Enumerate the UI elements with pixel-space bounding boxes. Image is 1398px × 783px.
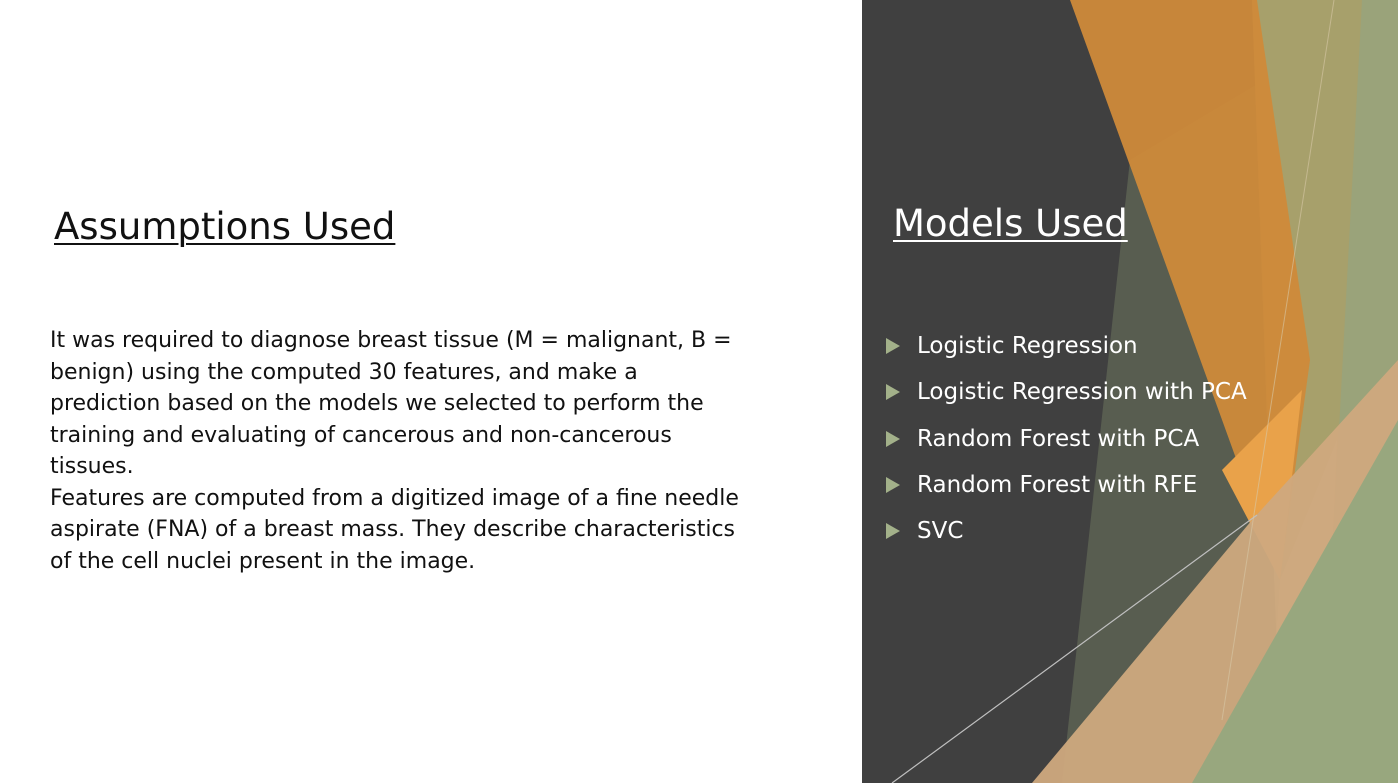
model-label: SVC	[917, 518, 964, 545]
model-item	[886, 323, 1247, 369]
models-title: Models Used	[893, 202, 1128, 245]
model-label: Logistic Regression	[917, 333, 1138, 360]
models-list	[886, 323, 1247, 554]
assumptions-title: Assumptions Used	[54, 205, 396, 248]
triangle-bullet-icon	[886, 338, 900, 354]
model-item	[886, 508, 1247, 554]
assumptions-paragraph-2: Features are computed from a digitized image of a fine needle aspirate (FNA) of a breast mass. They describe characteristics of the cell nuclei present in the image.	[50, 485, 739, 574]
model-item	[886, 462, 1247, 508]
models-panel	[862, 0, 1398, 783]
triangle-bullet-icon	[886, 477, 900, 493]
model-label: Random Forest with RFE	[917, 472, 1198, 499]
assumptions-body	[50, 325, 750, 577]
model-label: Logistic Regression with PCA	[917, 379, 1247, 406]
triangle-bullet-icon	[886, 384, 900, 400]
model-label: Random Forest with PCA	[917, 425, 1200, 452]
triangle-bullet-icon	[886, 523, 900, 539]
triangle-bullet-icon	[886, 431, 900, 447]
model-item	[886, 369, 1247, 415]
assumptions-paragraph-1: It was required to diagnose breast tissue (M = malignant, B = benign) using the computed 30 features, and make a prediction based on the models we selected to perform the training and evaluating of cancerous and non-cancerous tissues.	[50, 328, 732, 479]
model-item	[886, 416, 1247, 462]
